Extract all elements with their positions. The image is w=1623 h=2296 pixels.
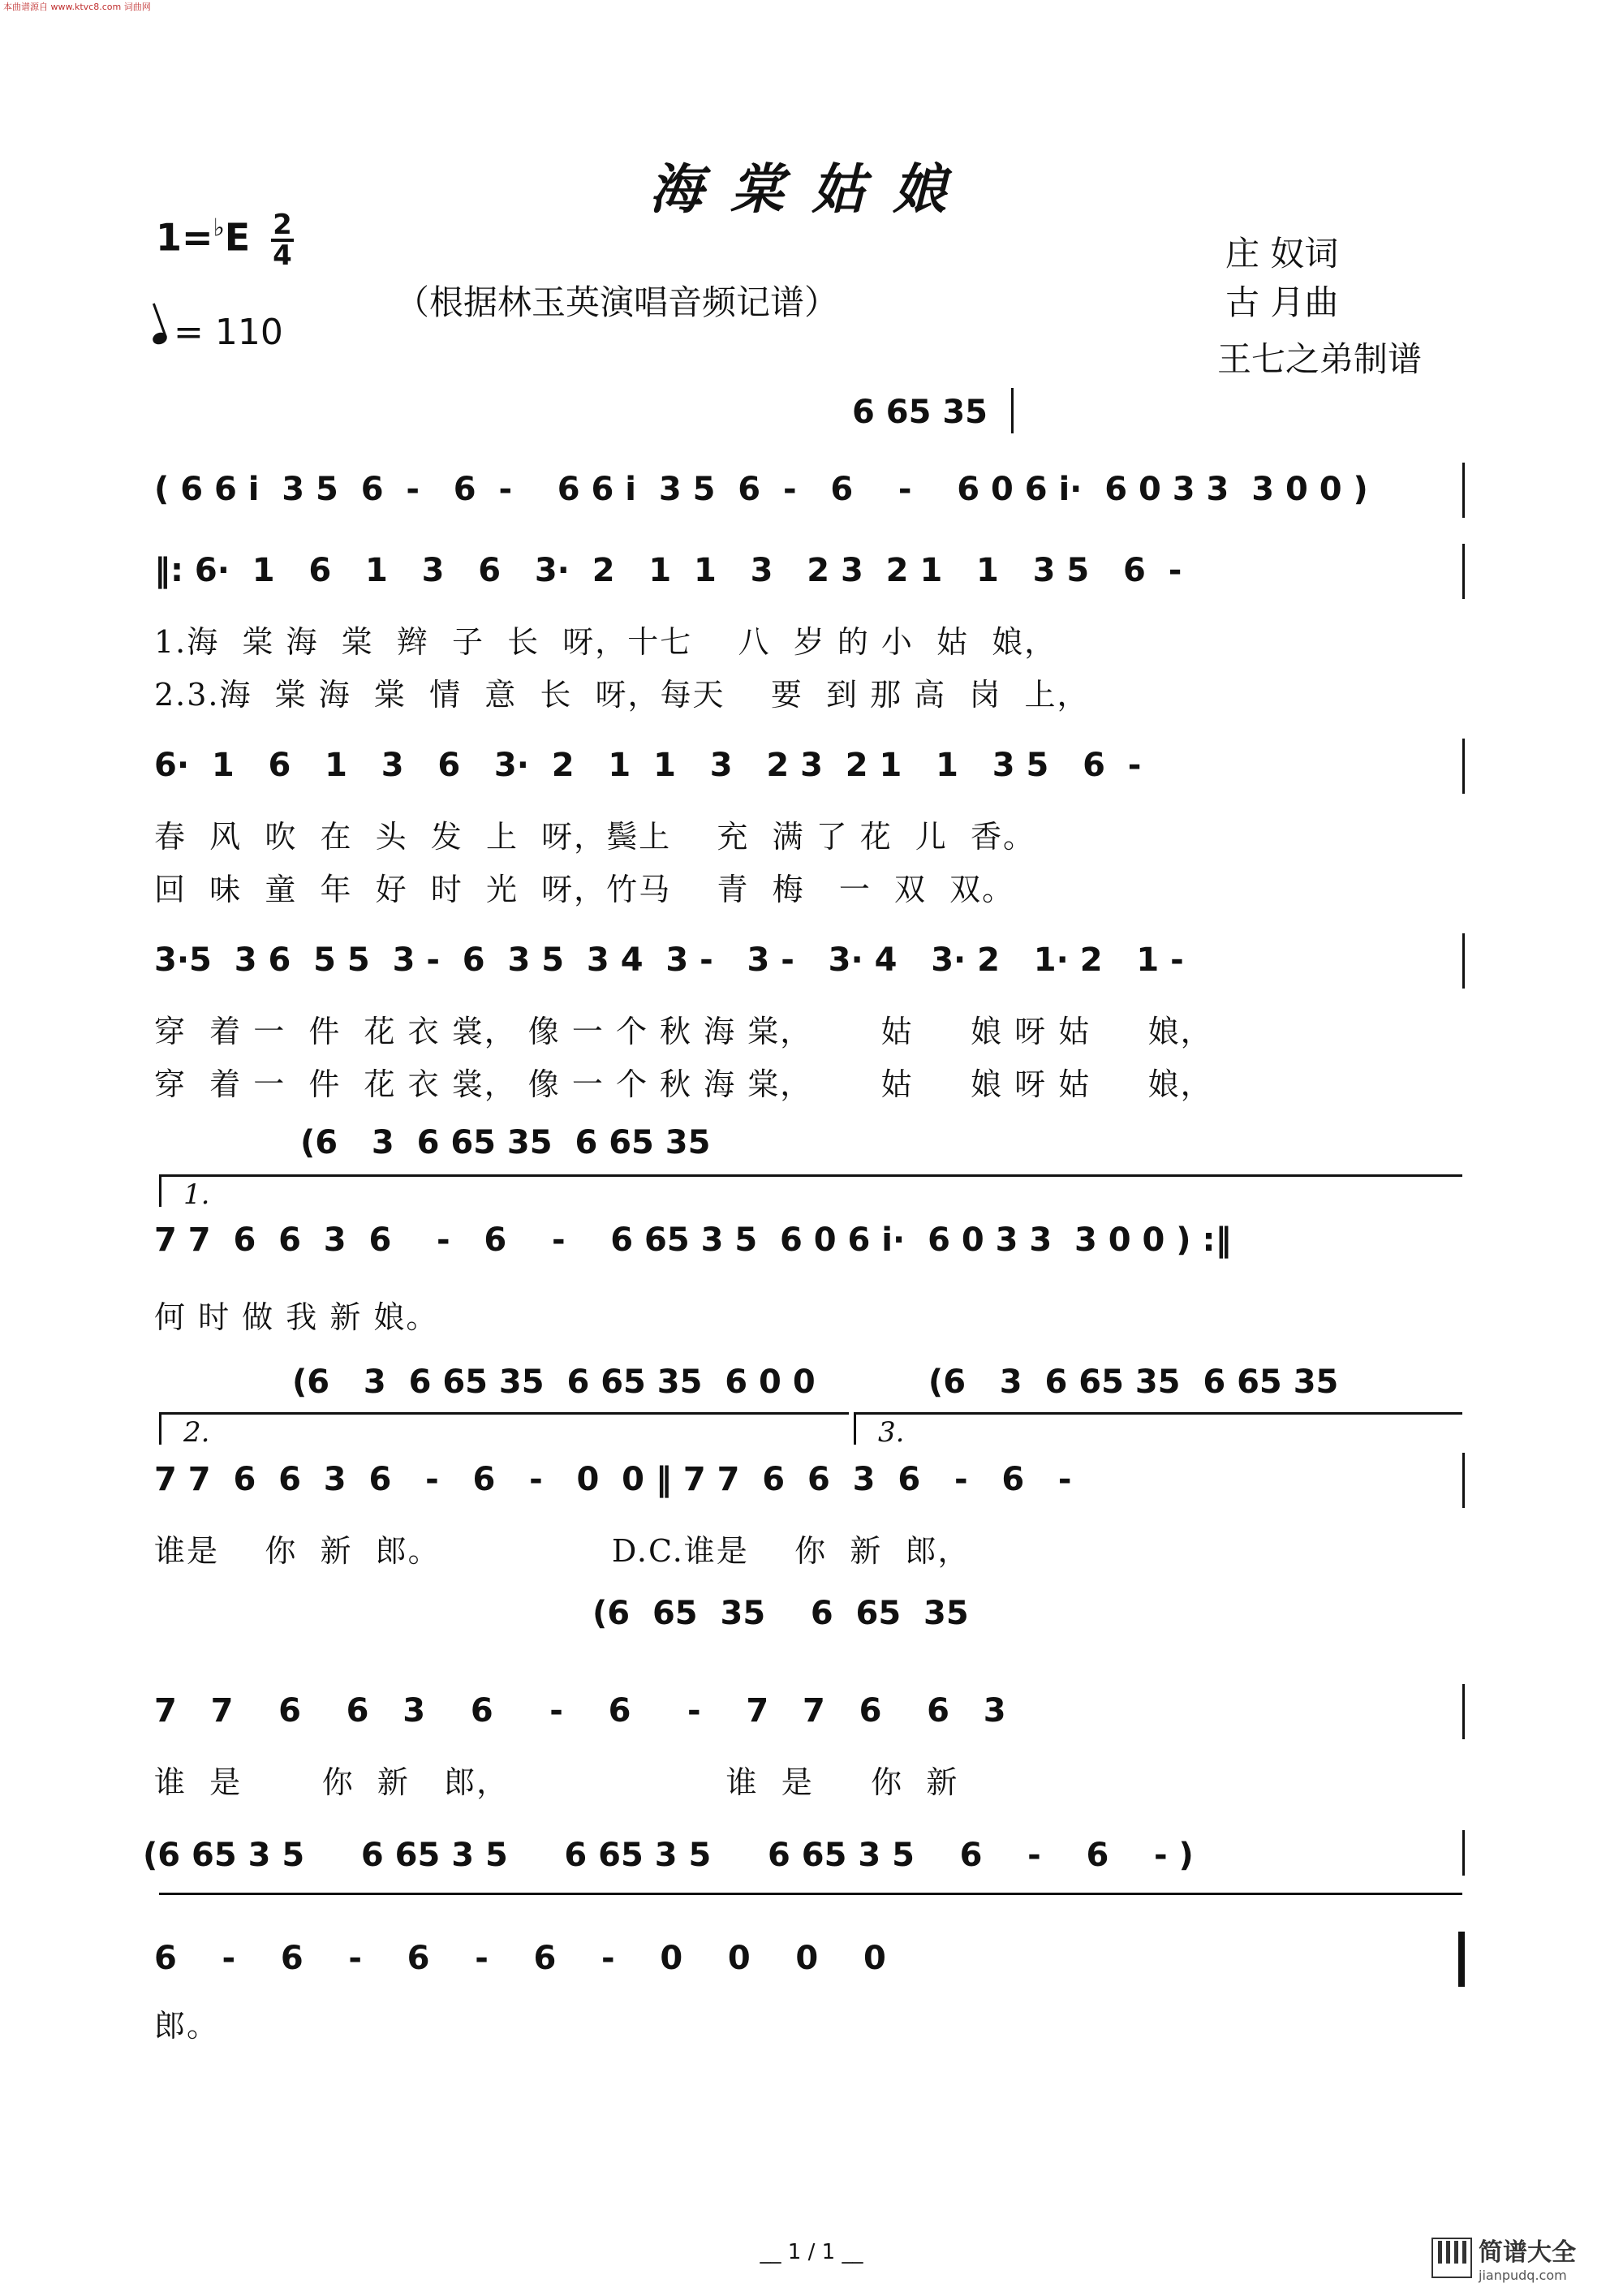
volta-2-label: 2.: [183, 1416, 210, 1449]
score-line5-top: (6 3 6 65 35 6 65 35: [300, 1124, 711, 1161]
time-top: 2: [273, 209, 292, 241]
volta-bracket-3: [854, 1412, 1462, 1415]
time-signature: [271, 209, 294, 272]
score-line0-top: 6 65 35: [852, 394, 988, 431]
barline: [1462, 1830, 1465, 1876]
barline: [1462, 463, 1465, 518]
score-line6: 7 7 6 6 3 6 - 6 - 0 0 ‖ 7 7 6 6 3 6 - 6 -: [154, 1461, 1072, 1498]
tempo-value: = 110: [174, 312, 283, 353]
lyrics-line3-verse2: 回 味 童 年 好 时 光 呀，竹马 青 梅 一 双 双。: [154, 872, 1015, 907]
piano-icon: [1431, 2238, 1472, 2278]
score-line8-top: (6 65 3 5 6 65 3 5 6 65 3 5 6 65 3 5 6 - 6 - ): [143, 1837, 1194, 1874]
barline: [1462, 933, 1465, 989]
volta-bracket-1: [159, 1174, 1462, 1177]
lyrics-line6: 谁是 你 新 郎。 D.C.谁是 你 新 郎，: [154, 1533, 971, 1569]
volta-1-label: 1.: [183, 1178, 210, 1211]
bracket-line: [159, 1893, 1462, 1895]
lyrics-line2-verse2: 2.3.海 棠 海 棠 情 意 长 呀，每天 要 到 那 高 岗 上，: [154, 677, 1090, 713]
lyrics-line4-verse1: 穿 着 一 件 花 衣 裳， 像 一 个 秋 海 棠， 姑 娘 呀 姑 娘，: [154, 1014, 1213, 1049]
composer-credit: 古 月曲: [1225, 282, 1339, 322]
subtitle: （根据林玉英演唱音频记谱）: [394, 282, 838, 322]
lyrics-line7: 谁 是 你 新 郎， 谁 是 你 新: [154, 1764, 959, 1800]
score-line7-top: (6 65 35 6 65 35: [592, 1595, 969, 1632]
lyrics-line3-verse1: 春 风 吹 在 头 发 上 呀，鬓上 充 满 了 花 儿 香。: [154, 819, 1036, 855]
quarter-note-icon: [151, 330, 169, 346]
volta-bracket-3-edge: [854, 1412, 856, 1445]
final-barline: [1458, 1932, 1465, 1987]
barline: [1462, 739, 1465, 794]
volta-bracket-2: [159, 1412, 849, 1415]
score-line8: 6 - 6 - 6 - 6 - 0 0 0 0: [154, 1940, 886, 1977]
lyrics-line8: 郎。: [154, 2008, 220, 2044]
logo-url: jianpudq.com: [1479, 2268, 1567, 2283]
song-title: 海棠姑娘: [649, 157, 974, 221]
score-line3: 6· 1 6 1 3 6 3· 2 1 1 3 2 3 2 1 1 3 5 6 -: [154, 747, 1142, 784]
volta-3-label: 3.: [878, 1416, 905, 1449]
time-bottom: 4: [273, 239, 292, 272]
volta-bracket-1-edge: [159, 1174, 161, 1207]
barline: [1462, 544, 1465, 599]
arranger-credit: 王七之弟制谱: [1217, 339, 1423, 379]
flat-sign: ♭: [213, 213, 225, 243]
site-logo: [1431, 2232, 1602, 2284]
score-line2: ‖: 6· 1 6 1 3 6 3· 2 1 1 3 2 3 2 1 1 3 5 6 -: [154, 552, 1182, 589]
score-line7: 7 7 6 6 3 6 - 6 - 7 7 6 6 3: [154, 1692, 1006, 1730]
score-line6-top: (6 3 6 65 35 6 65 35 6 0 0 (6 3 6 65 35 6 65 35: [292, 1363, 1339, 1401]
key-prefix: 1=: [156, 215, 213, 260]
score-line4: 3·5 3 6 5 5 3 - 6 3 5 3 4 3 - 3 - 3· 4 3· 2 1· 2 1 -: [154, 941, 1184, 979]
lyrics-line2-verse1: 1.海 棠 海 棠 辫 子 长 呀，十七 八 岁 的 小 姑 娘，: [154, 624, 1057, 660]
page-number: __ 1 / 1 __: [760, 2240, 863, 2264]
volta-bracket-2-edge: [159, 1412, 161, 1445]
lyrics-line4-verse2: 穿 着 一 件 花 衣 裳， 像 一 个 秋 海 棠， 姑 娘 呀 姑 娘，: [154, 1066, 1213, 1102]
barline: [1011, 388, 1014, 433]
key-note: E: [224, 215, 251, 260]
lyrics-line5: 何 时 做 我 新 娘。: [154, 1299, 439, 1335]
score-line5: 7 7 6 6 3 6 - 6 - 6 65 3 5 6 0 6 i· 6 0 3 3 3 0 0 ) :‖: [154, 1221, 1232, 1259]
barline: [1462, 1684, 1465, 1739]
barline: [1462, 1453, 1465, 1508]
lyricist-credit: 庄 奴词: [1225, 234, 1339, 274]
score-line1: ( 6 6 i 3 5 6 - 6 - 6 6 i 3 5 6 - 6 - 6 0 6 i· 6 0 3 3 3 0 0 ): [154, 471, 1368, 508]
logo-brand: 简谱大全: [1479, 2238, 1576, 2267]
key-signature: [156, 209, 294, 272]
watermark: 本曲谱源自 www.ktvc8.com 词曲网: [3, 2, 151, 12]
